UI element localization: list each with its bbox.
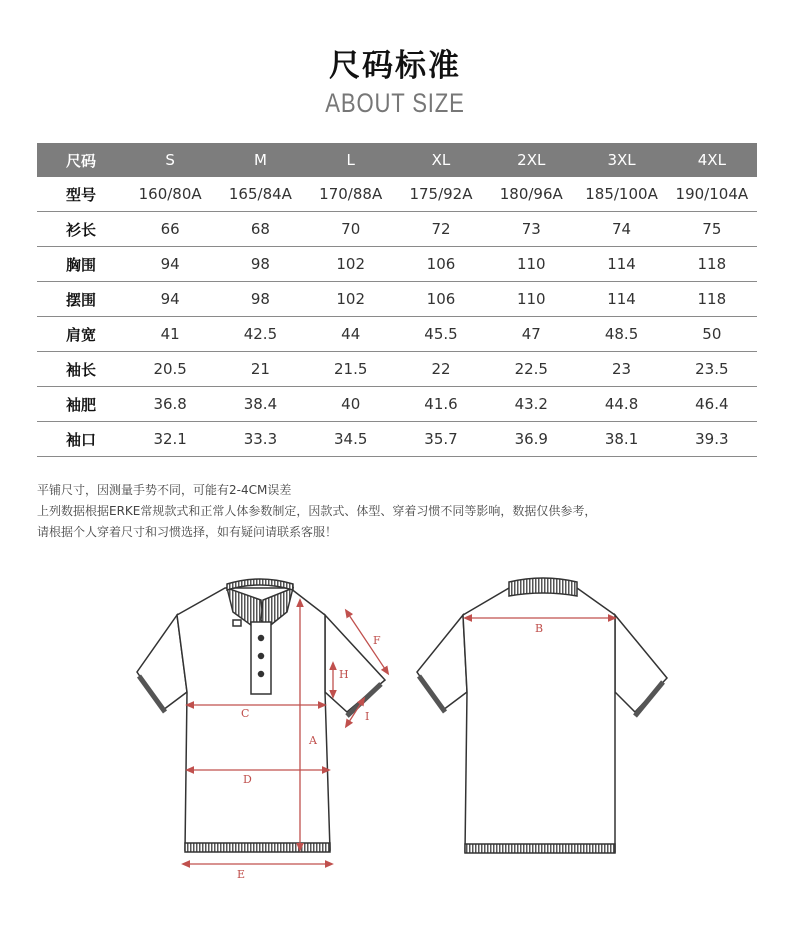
table-cell: 98 [215,247,305,282]
row-label: 型号 [37,177,125,212]
row-label: 衫长 [37,212,125,247]
table-row [37,422,757,457]
table-cell: 35.7 [396,422,486,457]
table-row [37,282,757,317]
table-cell: 74 [576,212,666,247]
size-table-body [37,177,757,457]
table-cell: 41.6 [396,387,486,422]
table-cell: 32.1 [125,422,215,457]
table-cell: 44.8 [576,387,666,422]
table-cell: 73 [486,212,576,247]
label-c: C [241,707,250,720]
table-cell: 94 [125,282,215,317]
polo-shirt-back-icon [417,578,667,853]
table-cell: 22 [396,352,486,387]
note-line: 请根据个人穿着尺寸和习惯选择，如有疑问请联系客服！ [37,525,338,539]
table-cell: 46.4 [667,387,757,422]
row-label: 摆围 [37,282,125,317]
table-cell: 180/96A [486,177,576,212]
table-row [37,317,757,352]
table-cell: 98 [215,282,305,317]
label-f: F [373,634,381,647]
row-label: 胸围 [37,247,125,282]
table-cell: 38.1 [576,422,666,457]
header-cell: 2XL [486,143,576,177]
table-cell: 23.5 [667,352,757,387]
size-table-header [37,143,757,177]
note-line: 上列数据根据ERKE常规款式和正常人体参数制定，因款式、体型、穿着习惯不同等影响，数据仅供参考， [37,504,597,518]
row-label: 肩宽 [37,317,125,352]
table-cell: 106 [396,282,486,317]
table-row [37,352,757,387]
table-cell: 42.5 [215,317,305,352]
table-cell: 36.8 [125,387,215,422]
label-i: I [365,710,370,723]
table-cell: 22.5 [486,352,576,387]
table-cell: 72 [396,212,486,247]
table-cell: 94 [125,247,215,282]
table-cell: 21.5 [306,352,396,387]
table-cell: 66 [125,212,215,247]
table-cell: 33.3 [215,422,305,457]
table-cell: 106 [396,247,486,282]
table-row [37,212,757,247]
row-label: 袖肥 [37,387,125,422]
polo-shirt-front-icon [137,579,385,852]
page-title: 尺码标准 [329,48,461,84]
table-cell: 34.5 [306,422,396,457]
header-cell: 3XL [576,143,666,177]
page-subtitle: ABOUT SIZE [325,88,465,118]
table-row [37,247,757,282]
label-d: D [243,773,252,786]
header-cell: XL [396,143,486,177]
table-cell: 165/84A [215,177,305,212]
header-cell: 4XL [667,143,757,177]
table-cell: 118 [667,282,757,317]
label-h: H [339,668,349,681]
table-cell: 170/88A [306,177,396,212]
table-cell: 21 [215,352,305,387]
table-cell: 68 [215,212,305,247]
table-cell: 114 [576,247,666,282]
header-cell: L [306,143,396,177]
table-cell: 175/92A [396,177,486,212]
table-cell: 43.2 [486,387,576,422]
table-cell: 160/80A [125,177,215,212]
header-cell: 尺码 [37,143,125,177]
table-cell: 110 [486,247,576,282]
header-cell: M [215,143,305,177]
table-cell: 23 [576,352,666,387]
label-a: A [309,734,317,747]
table-cell: 50 [667,317,757,352]
table-cell: 75 [667,212,757,247]
row-label: 袖长 [37,352,125,387]
table-cell: 185/100A [576,177,666,212]
table-row [37,177,757,212]
table-cell: 110 [486,282,576,317]
table-cell: 36.9 [486,422,576,457]
table-cell: 40 [306,387,396,422]
table-cell: 102 [306,247,396,282]
table-cell: 102 [306,282,396,317]
table-cell: 45.5 [396,317,486,352]
table-cell: 47 [486,317,576,352]
row-label: 袖口 [37,422,125,457]
label-b: B [535,622,544,635]
table-cell: 118 [667,247,757,282]
note-line: 平铺尺寸，因测量手势不同，可能有2-4CM误差 [37,483,292,497]
measurement-diagram [115,560,675,885]
table-cell: 70 [306,212,396,247]
header-cell: S [125,143,215,177]
table-cell: 48.5 [576,317,666,352]
table-cell: 38.4 [215,387,305,422]
table-cell: 20.5 [125,352,215,387]
table-cell: 190/104A [667,177,757,212]
table-row [37,387,757,422]
size-notes [37,480,596,543]
table-cell: 44 [306,317,396,352]
table-cell: 39.3 [667,422,757,457]
size-table [37,143,757,457]
label-e: E [237,868,246,881]
table-cell: 114 [576,282,666,317]
table-cell: 41 [125,317,215,352]
